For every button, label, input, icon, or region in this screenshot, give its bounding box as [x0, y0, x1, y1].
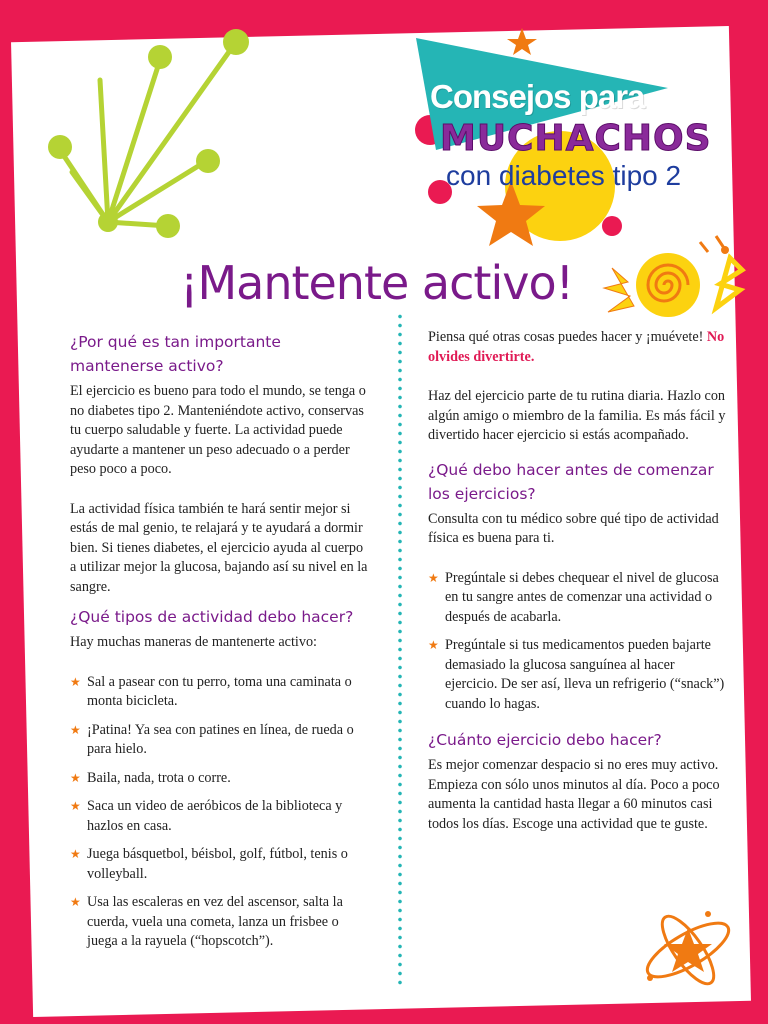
paragraph-why-1: El ejercicio es bueno para todo el mundo, se tenga o no diabetes tipo 2. Manteniéndote activo, conservas tu cuerpo saludable y fuerte. La actividad puede ayudarte a mantener un peso adecuado o a perder peso poco a poco.: [70, 383, 366, 477]
section-heading-before: ¿Qué debo hacer antes de comenzar los ejercicios?: [428, 460, 714, 503]
paragraph-why-2: La actividad física también te hará sentir mejor si estás de mal genio, te relajará y te ayudará a dormir bien. Si tienes diabetes, el ejercicio ayuda al cuerpo a utilizar mejor la glucosa, bajando así su nivel en la sangre.: [70, 500, 368, 595]
star-bullet-icon: ★: [70, 847, 81, 861]
list-item: ★ Saca un video de aeróbicos de la biblioteca y hazlos en casa.: [70, 798, 343, 834]
paragraph-consult: Consulta con tu médico sobre qué tipo de actividad física es buena para ti.: [428, 510, 719, 546]
brand-line-3: con diabetes tipo 2: [446, 160, 682, 191]
brand-line-2: MUCHACHOS: [440, 118, 712, 159]
star-bullet-icon: ★: [70, 674, 81, 689]
star-bullet-icon: ★: [428, 570, 439, 585]
paragraph-routine: Haz del ejercicio parte de tu rutina diaria. Hazlo con algún amigo o miembro de la familia. Es más fácil y divertido hacer ejercicio si estás acompañado.: [428, 388, 726, 443]
paragraph-how-much: Es mejor comenzar despacio si no eres muy activo. Empieza con sólo unos minutos al día. Poco a poco aumenta la cantidad hasta llegar a 60 minutos casi todos los días. Escoge una actividad que te guste.: [428, 757, 720, 832]
page-title: ¡Mantente activo!: [180, 256, 574, 310]
section-heading-why: ¿Por qué es tan importante mantenerse activo?: [70, 333, 281, 375]
left-column: [70, 330, 370, 961]
doctor-questions-list: [428, 569, 728, 715]
right-column: [428, 328, 728, 854]
star-bullet-icon: ★: [70, 895, 81, 909]
brand-line-1: Consejos para: [430, 78, 645, 115]
paragraph-move: Piensa qué otras cosas puedes hacer y ¡muévete! No olvides divertirte.: [428, 329, 725, 365]
column-divider: [398, 312, 402, 988]
list-item: ★ Pregúntale si tus medicamentos pueden bajarte demasiado la glucosa sanguínea al hacer ejercicio. De ser así, lleva un refrigerio (“snack”) cuando lo hagas.: [428, 637, 725, 712]
burst-lines-icon: [48, 29, 249, 238]
star-bullet-icon: ★: [428, 638, 439, 652]
section-heading-types: ¿Qué tipos de actividad debo hacer?: [70, 608, 354, 626]
list-item: ★ Usa las escaleras en vez del ascensor, salta la cuerda, vuela una cometa, lanza un frisbee o juega a la rayuela (“hopscotch”).: [70, 894, 343, 949]
star-bullet-icon: ★: [70, 799, 81, 813]
list-item: ★ Juega básquetbol, béisbol, golf, fútbol, tenis o volleyball.: [70, 846, 348, 882]
activity-list: [70, 673, 370, 952]
sun-spiral-icon: [604, 236, 742, 317]
paragraph-types-intro: Hay muchas maneras de mantenerte activo:: [70, 634, 317, 650]
list-item: ★ Baila, nada, trota o corre.: [70, 769, 370, 789]
list-item: ★ Sal a pasear con tu perro, toma una caminata o monta bicicleta.: [70, 673, 352, 709]
highlight-have-fun: No olvides divertirte.: [428, 329, 725, 365]
star-bullet-icon: ★: [70, 722, 81, 737]
section-heading-how-much: ¿Cuánto ejercicio debo hacer?: [428, 731, 662, 749]
list-item: ★ ¡Patina! Ya sea con patines en línea, de rueda o para hielo.: [70, 721, 354, 757]
atom-star-icon: [640, 909, 736, 991]
star-bullet-icon: ★: [70, 770, 81, 785]
list-item: ★ Pregúntale si debes chequear el nivel de glucosa en tu sangre antes de comenzar una actividad o después de acabarla.: [428, 569, 719, 625]
